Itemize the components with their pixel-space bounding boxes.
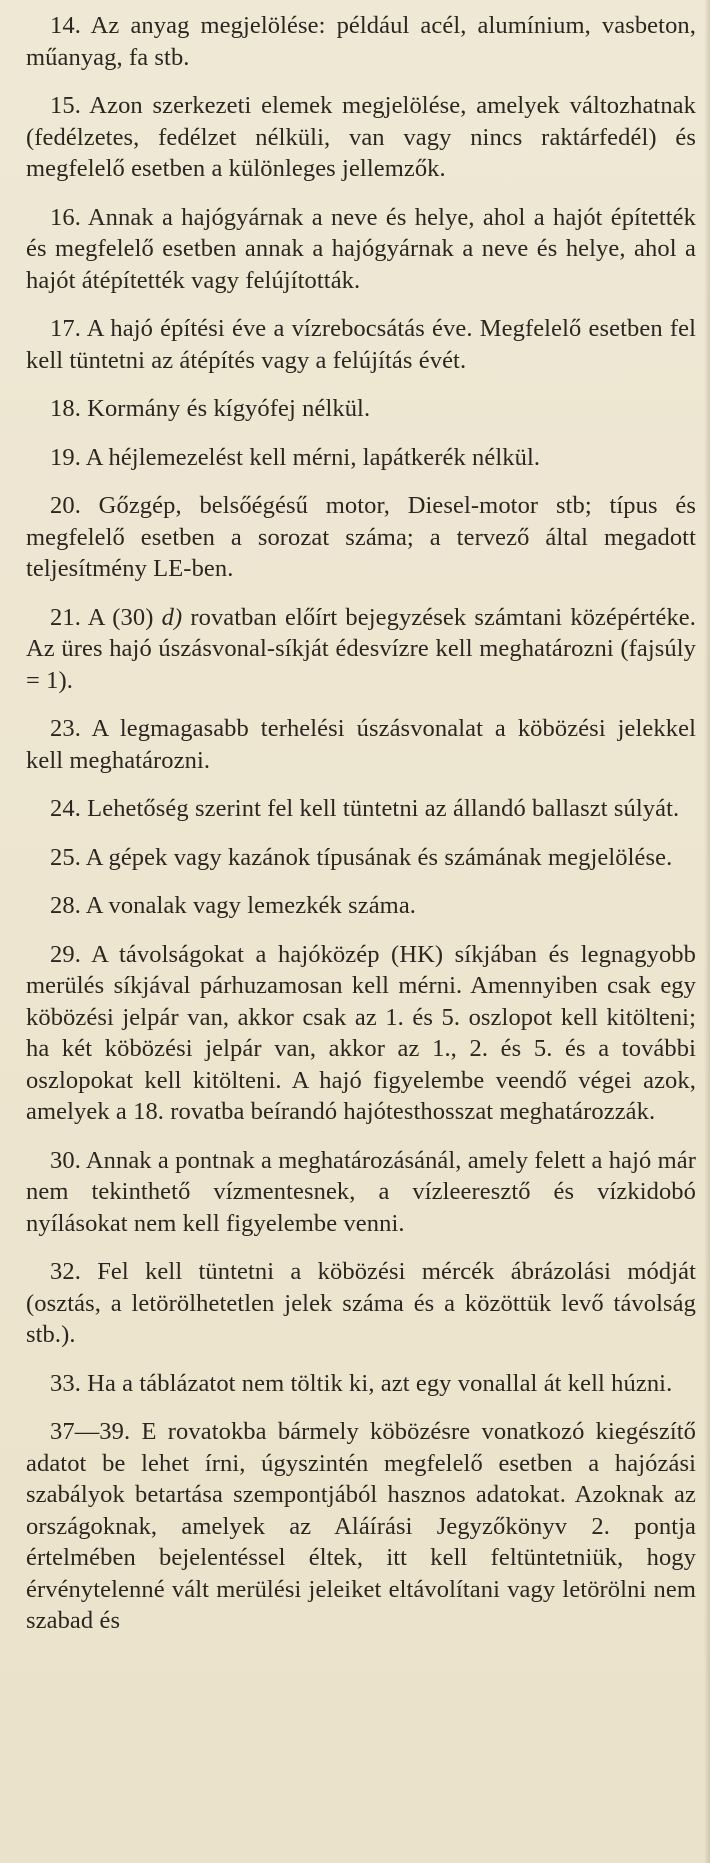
note-15 [26, 90, 696, 185]
note-32 [26, 1256, 696, 1351]
note-number: 28. [50, 892, 81, 919]
note-text: Lehetőség szerint fel kell tüntetni az állandó ballaszt súlyát. [80, 795, 680, 822]
page-edge-shadow [704, 0, 710, 1863]
note-number: 18. [50, 395, 81, 422]
note-text: A vonalak vagy lemezkék száma. [80, 892, 417, 919]
note-number: 24. [50, 795, 81, 822]
note-text: Azon szerkezeti elemek megjelölése, amelyek változhatnak (fedélzetes, fedélzet nélküli, van vagy nincs raktárfedél) és megfelelő esetben a különleges jellemzők. [26, 92, 696, 182]
note-number: 23. [50, 715, 81, 742]
note-20 [26, 490, 696, 585]
note-30 [26, 1145, 696, 1240]
note-number: 14. [50, 12, 81, 39]
note-number: 33. [50, 1369, 81, 1397]
note-24 [26, 793, 696, 825]
note-text: E rovatokba bármely köbözésre vonatkozó kiegészítő adatot be lehet írni, úgyszintén megfelelő esetben a hajózási szabályok betartása szempontjából hasznos adatokat. Azoknak az országoknak, amelyek az Aláírási Jegyzőkönyv 2. pontja értelmében bejelentéssel éltek, itt kell feltüntetniük, hogy érvénytelenné vált merülési jeleiket eltávolítani vagy letörölni nem szabad és [26, 1418, 696, 1634]
note-14 [26, 10, 696, 73]
note-19 [26, 442, 696, 474]
note-number: 30. [50, 1146, 81, 1174]
note-number: 25. [50, 843, 81, 871]
note-text: A legmagasabb terhelési úszásvonalat a köbözési jelekkel kell meghatározni. [26, 715, 696, 774]
note-23 [26, 713, 696, 776]
note-number: 29. [50, 940, 81, 968]
note-17 [26, 313, 696, 376]
note-number: 37—39. [50, 1418, 131, 1445]
note-text-after: rovatban előírt bejegyzések számtani középértéke. Az üres hajó úszásvonal-síkját édesvízre kell meghatározni (fajsúly = 1). [26, 603, 696, 694]
note-number: 19. [50, 443, 81, 471]
note-text: Kormány és kígyófej nélkül. [80, 395, 371, 422]
note-text: A távolságokat a hajóközép (HK) síkjában és legnagyobb merülés síkjával párhuzamosan kell mérni. Amennyiben csak egy köbözési jelpár van, akkor csak az 1. és 5. oszlopot kell kitölteni; ha két köbözési jelpár van, akkor az 1., 2. és 5. és a további oszlopokat kell kitölteni. A hajó figyelembe veendő végei azok, amelyek a 18. rovatba beírandó hajótesthosszat meghatározzák. [26, 940, 696, 1125]
notes-list [26, 10, 696, 1654]
note-text: Az anyag megjelölése: például acél, alumínium, vasbeton, műanyag, fa stb. [26, 12, 696, 71]
note-25 [26, 842, 696, 874]
note-number: 20. [50, 492, 81, 519]
note-text: Fel kell tüntetni a köbözési mércék ábrázolási módját (osztás, a letörölhetetlen jelek száma és a közöttük levő távolság stb.). [26, 1258, 696, 1348]
note-37-39 [26, 1416, 696, 1637]
note-29 [26, 939, 696, 1128]
note-text-before: A (30) [80, 603, 162, 631]
note-text: A gépek vagy kazánok típusának és számának megjelölése. [80, 843, 673, 871]
note-text: Gőzgép, belsőégésű motor, Diesel-motor stb; típus és megfelelő esetben a sorozat száma; a tervező által megadott teljesítmény LE-ben. [26, 492, 696, 582]
note-number: 16. [50, 203, 81, 231]
note-text: Annak a hajógyárnak a neve és helye, ahol a hajót építették és megfelelő esetben annak a hajógyárnak a neve és helye, ahol a hajót átépítették vagy felújították. [26, 203, 696, 294]
note-33 [26, 1368, 696, 1400]
note-21 [26, 602, 696, 697]
note-28 [26, 890, 696, 922]
note-number: 17. [50, 315, 81, 342]
note-text: Ha a táblázatot nem töltik ki, azt egy vonallal át kell húzni. [80, 1369, 673, 1397]
note-text: Annak a pontnak a meghatározásánál, amely felett a hajó már nem tekinthető vízmentesnek, a vízleeresztő és vízkidobó nyílásokat nem kell figyelembe venni. [26, 1146, 696, 1237]
note-16 [26, 202, 696, 297]
note-text: A hajó építési éve a vízrebocsátás éve. Megfelelő esetben fel kell tüntetni az átépítés vagy a felújítás évét. [26, 315, 696, 374]
note-text: A héjlemezelést kell mérni, lapátkerék nélkül. [80, 443, 541, 471]
note-number: 32. [50, 1258, 81, 1285]
note-number: 15. [50, 92, 81, 119]
note-18 [26, 393, 696, 425]
note-text-italic: d) [161, 603, 183, 631]
note-number: 21. [50, 603, 81, 631]
